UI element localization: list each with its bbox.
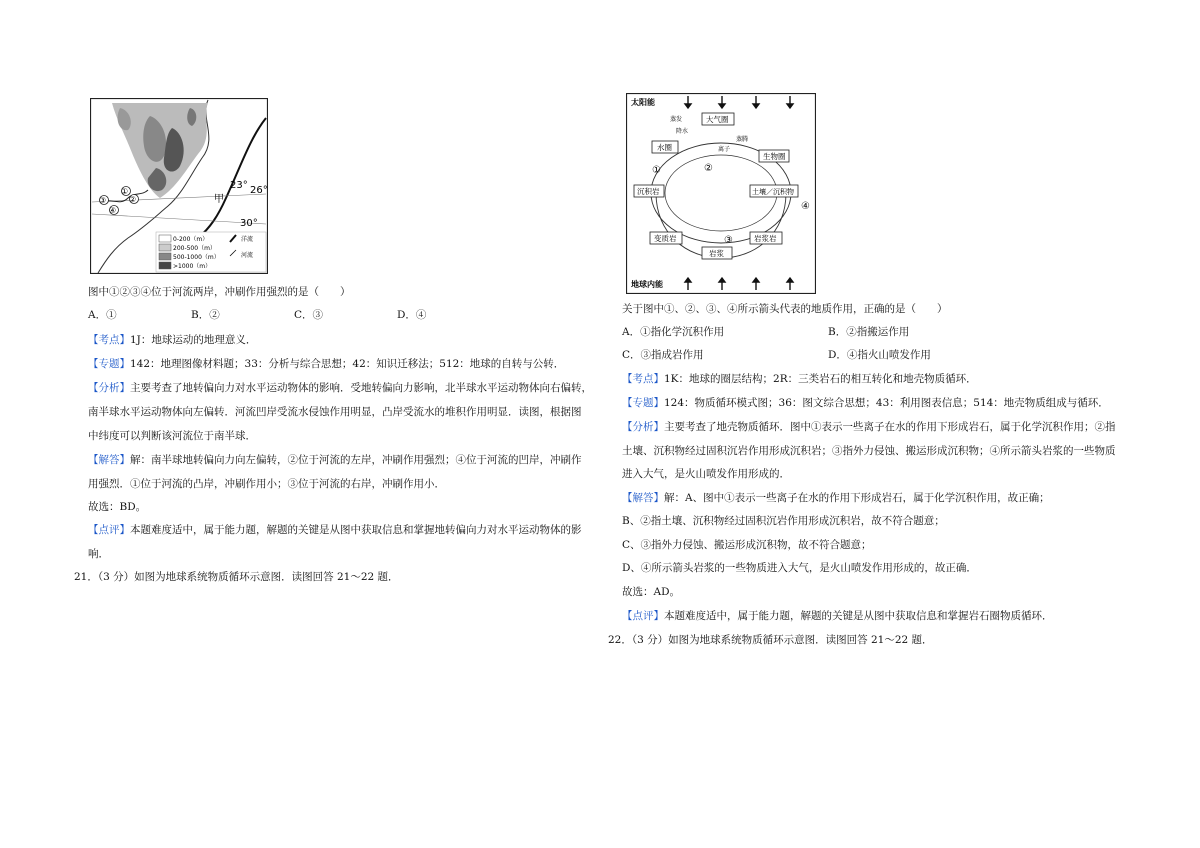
option-a: A．① [88,309,117,321]
zhuanti-line [88,357,564,371]
question-text: 图中①②③④位于河流两岸，冲刷作用强烈的是（ ） [88,286,351,298]
question-22: 22．（3 分）如图为地球系统物质循环示意图．读图回答 21～22 题． [608,634,933,646]
kaodian-line [88,333,256,347]
answer-line: 故选：AD。 [622,586,681,598]
fenxi-line-2: 土壤、沉积物经过固积沉岩作用形成沉积岩；③指外力侵蚀、搬运形成沉积物；④所示箭头岩浆的一些物质 [622,445,1116,457]
dianping-line [622,609,1053,623]
arrow-num-3: ③ [724,235,733,246]
arrow-num-1: ① [652,165,661,176]
legend-current: 洋流 [241,236,254,243]
box-magma: 岩浆 [709,249,724,258]
fenxi-line-3: 中纬度可以判断该河流位于南半球． [88,430,256,442]
fenxi-line-1 [88,381,592,395]
jieda-line-2: B、②指土壤、沉积物经过固积沉岩作用形成沉积岩，故不符合题意； [622,515,945,527]
option-c: C．③ [294,309,324,321]
map-point-3: ③ [99,196,107,205]
zhuanti-text: 124：物质循环模式图；36：图文综合思想；43：利用图表信息；514：地壳物质组成与循环． [664,397,1109,409]
option-d: D．④指火山喷发作用 [828,349,931,361]
option-b: B．② [191,309,220,321]
jieda-tag: 【解答】 [88,454,130,466]
label-precipitation: 降水 [676,128,689,135]
question-text: 关于图中①、②、③、④所示箭头代表的地质作用，正确的是（ ） [622,303,948,315]
kaodian-tag: 【考点】 [88,334,130,346]
fenxi-text-1: 主要考查了地壳物质循环．图中①表示一些离子在水的作用下形成岩石，属于化学沉积作用；②指 [664,421,1116,433]
dianping-text-1: 本题难度适中，属于能力题，解题的关键是从图中获取信息和掌握地转偏向力对水平运动物体的影 [130,524,582,536]
kaodian-text: 1J：地球运动的地理意义． [130,334,257,346]
kaodian-tag: 【考点】 [622,373,664,385]
box-sedimentary-rock: 沉积岩 [637,187,660,196]
fenxi-line-2: 南半球水平运动物体向左偏转．河流凹岸受流水侵蚀作用明显，凸岸受流水的堆积作用明显．读图，根据图 [88,406,582,418]
fenxi-line-1 [622,420,1116,434]
options-row-2 [622,348,931,362]
map-point-4: ④ [109,206,117,215]
kaodian-text: 1K：地球的圈层结构；2R：三类岩石的相互转化和地壳物质循环． [664,373,977,385]
answer-line: 故选：BD。 [88,501,147,513]
fenxi-line-3: 进入大气，是火山喷发作用形成的． [622,468,790,480]
kaodian-line [622,372,977,386]
solar-energy-label: 太阳能 [631,98,655,107]
dianping-tag: 【点评】 [88,524,130,536]
legend-river: 河流 [241,252,254,259]
label-evaporation: 蒸发 [670,116,683,123]
box-atmosphere: 大气圈 [706,115,729,124]
dianping-text: 本题难度适中，属于能力题，解题的关键是从图中获取信息和掌握岩石圈物质循环． [664,610,1053,622]
earth-internal-energy-label: 地球内能 [631,280,663,289]
lat-label-30: 30° [240,218,258,229]
fenxi-tag: 【分析】 [88,382,130,394]
jieda-line-1 [622,491,1050,505]
material-cycle-diagram [626,93,816,294]
box-biosphere: 生物圈 [763,152,786,161]
fenxi-tag: 【分析】 [622,421,664,433]
jieda-line-1 [88,453,582,467]
box-metamorphic-rock: 变质岩 [654,234,677,243]
question-21: 21．（3 分）如图为地球系统物质循环示意图．读图回答 21～22 题． [74,571,399,583]
label-ions: 离子 [718,146,731,153]
zhuanti-tag: 【专题】 [622,397,664,409]
dianping-line-2: 响． [88,548,109,560]
legend-200-500: 200-500（m） [173,245,216,252]
lat-label-23: 23° [230,180,248,191]
place-label-jia: 甲 [214,194,224,205]
jieda-line-3: C、③指外力侵蚀、搬运形成沉积物，故不符合题意； [622,539,872,551]
zhuanti-text: 142：地理图像材料题；33：分析与综合思想；42：知识迁移法；512：地球的自转与公转． [130,358,565,370]
option-d: D．④ [397,309,427,321]
dianping-tag: 【点评】 [622,610,664,622]
river-map-figure [90,98,268,274]
box-igneous-rock: 岩浆岩 [754,234,777,243]
options-row-1 [622,325,909,339]
jieda-text-1: 解：南半球地转偏向力向左偏转，②位于河流的左岸，冲刷作用强烈；④位于河流的凹岸，冲刷作 [130,454,582,466]
map-point-1: ① [121,187,129,196]
jieda-text-1: 解：A、图中①表示一些离子在水的作用下形成岩石，属于化学沉积作用，故正确； [664,492,1050,504]
zhuanti-line [622,396,1109,410]
jieda-line-4: D、④所示箭头岩浆的一些物质进入大气，是火山喷发作用形成的，故正确． [622,562,977,574]
option-b: B．②指搬运作用 [828,326,910,338]
lat-label-26: 26° [250,185,268,196]
jieda-line-2: 用强烈．①位于河流的凸岸，冲刷作用小；③位于河流的右岸，冲刷作用小． [88,478,445,490]
map-point-2: ② [129,195,137,204]
fenxi-text-1: 主要考查了地转偏向力对水平运动物体的影响．受地转偏向力影响，北半球水平运动物体向右偏转， [130,382,592,394]
options-row [88,308,426,322]
arrow-num-2: ② [704,163,713,174]
option-a: A．①指化学沉积作用 [622,326,725,338]
arrow-num-4: ④ [801,201,810,212]
dianping-line-1 [88,523,582,537]
box-hydrosphere: 水圈 [657,143,672,152]
jieda-tag: 【解答】 [622,492,664,504]
legend-0-200: 0-200（m） [173,236,209,243]
option-c: C．③指成岩作用 [622,349,704,361]
box-soil-sediment: 土壤／沉积物 [752,188,794,196]
legend-500-1000: 500-1000（m） [173,254,220,261]
legend-over-1000: >1000（m） [173,263,212,270]
zhuanti-tag: 【专题】 [88,358,130,370]
label-transpiration: 蒸腾 [736,136,749,143]
